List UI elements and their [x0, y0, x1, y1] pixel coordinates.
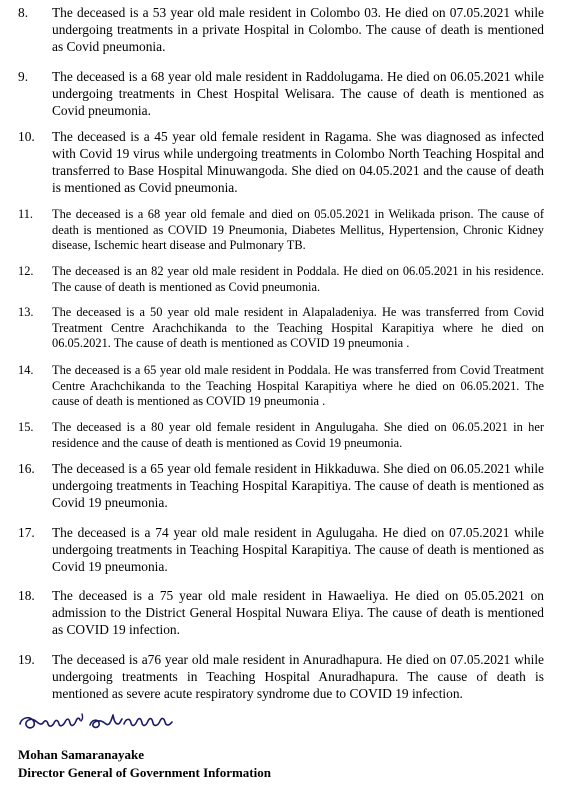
item-number: 15. — [18, 420, 34, 434]
item-text: The deceased is a 80 year old female resident in Angulugaha. She died on 06.05.2021 in her residence and the cause of death is mentioned as Covid 19 pneumonia. — [52, 420, 544, 450]
item-number: 17. — [18, 525, 35, 540]
item-text: The deceased is a 75 year old male resident in Hawaeliya. He died on 05.05.2021 on admission to the District General Hospital Nuwara Eliya. The cause of death is mentioned as COVID 19 infection. — [52, 588, 544, 637]
item-text: The deceased is a76 year old male resident in Anuradhapura. He died on 07.05.2021 while undergoing treatments in Teaching Hospital Anuradhapura. The cause of death is mentioned as severe acute respiratory syndrome due to COVID 19 infection. — [52, 652, 544, 701]
item-text: The deceased is an 82 year old male resident in Poddala. He died on 06.05.2021 in his residence. The cause of death is mentioned as Covid pneumonia. — [52, 264, 544, 294]
item-number: 18. — [18, 588, 35, 603]
item-number: 10. — [18, 129, 35, 144]
item-number: 16. — [18, 461, 35, 476]
item-text: The deceased is a 74 year old male resident in Agulugaha. He died on 07.05.2021 while undergoing treatments in Teaching Hospital Karapitiya. The cause of death is mentioned as Covid 19 pneumonia. — [52, 525, 544, 574]
item-text: The deceased is a 50 year old male resident in Alapaladeniya. He was transferred from Covid Treatment Centre Arachchikanda to the Teaching Hospital Karapitiya where he died on 06.05.2021. The cause of death is mentioned as COVID 19 pneumonia . — [52, 305, 544, 351]
item-number: 14. — [18, 363, 34, 377]
item-number: 12. — [18, 264, 34, 278]
signatory-title: Director General of Government Information — [18, 765, 271, 780]
item-text: The deceased is a 65 year old male resident in Poddala. He was transferred from Covid Treatment Centre Arachchikanda to the Teaching Hospital Karapitiya where he died on 06.05.2021. The cause of death is mentioned as COVID 19 pneumonia . — [52, 363, 544, 409]
item-text: The deceased is a 53 year old male resident in Colombo 03. He died on 07.05.2021 while undergoing treatments in a private Hospital in Colombo. The cause of death is mentioned as Covid pneumonia. — [52, 5, 544, 54]
item-number: 8. — [18, 5, 29, 20]
item-number: 11. — [18, 207, 34, 221]
item-number: 13. — [18, 305, 34, 319]
item-text: The deceased is a 65 year old female resident in Hikkaduwa. She died on 06.05.2021 while undergoing treatments in Teaching Hospital Karapitiya. The cause of death is mentioned as Covid 19 pneumonia. — [52, 461, 544, 510]
item-number: 9. — [18, 69, 29, 84]
signatory-name: Mohan Samaranayake — [18, 747, 145, 762]
handwritten-signature — [16, 708, 176, 738]
item-text: The deceased is a 68 year old male resident in Raddolugama. He died on 06.05.2021 while undergoing treatments in Chest Hospital Welisara. The cause of death is mentioned as Covid pneumonia. — [52, 69, 544, 118]
item-text: The deceased is a 68 year old female and died on 05.05.2021 in Welikada prison. The cause of death is mentioned as COVID 19 Pneumonia, Diabetes Mellitus, Hypertension, Chronic Kidney disease, Ischemic heart disease and Pulmonary TB. — [52, 207, 544, 253]
item-number: 19. — [18, 652, 35, 667]
item-text: The deceased is a 45 year old female resident in Ragama. She was diagnosed as infected with Covid 19 virus while undergoing treatments in Colombo North Teaching Hospital and transferred to Base Hospital Minuwangoda. She died on 04.05.2021 and the cause of death is mentioned as Covid pneumonia. — [52, 129, 544, 195]
